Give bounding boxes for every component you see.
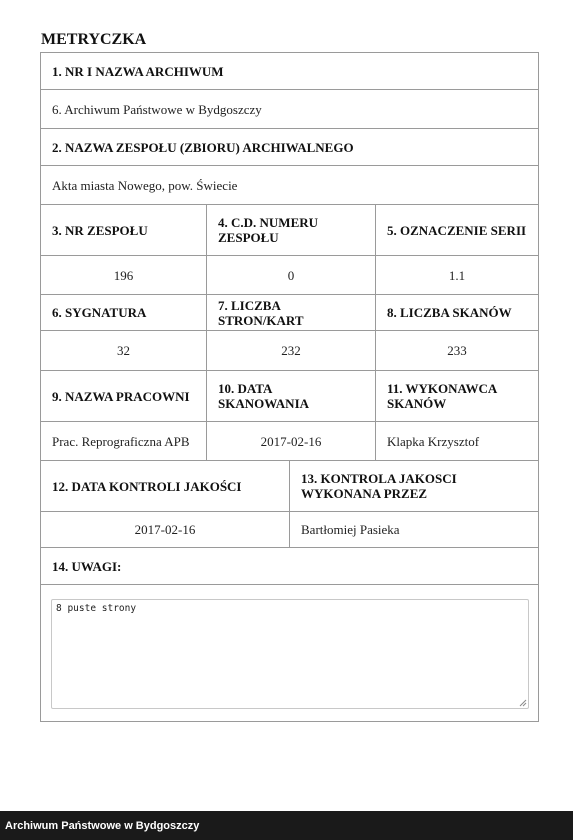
fonds-no-value: 196	[113, 267, 134, 283]
row4-values	[41, 331, 538, 371]
quality-date-label: 12. DATA KONTROLI JAKOŚCI	[52, 478, 242, 494]
notes-row	[41, 585, 538, 724]
scans-label: 8. LICZBA SKANÓW	[375, 295, 538, 330]
metadata-sheet	[40, 52, 539, 722]
quality-date-value: 2017-02-16	[134, 522, 196, 537]
fonds-value-row	[41, 166, 538, 205]
signature-label: 6. SYGNATURA	[52, 305, 147, 320]
scanner-value: Klapka Krzysztof	[375, 422, 538, 460]
archive-value-row	[41, 90, 538, 129]
scan-date-value: 2017-02-16	[206, 422, 375, 460]
row5-header	[41, 371, 538, 422]
archive-label: 1. NR I NAZWA ARCHIWUM	[52, 63, 224, 79]
pages-label: 7. LICZBA STRON/KART	[206, 295, 375, 330]
scans-value: 233	[375, 331, 538, 370]
row3-header	[41, 205, 538, 256]
row4-header	[41, 295, 538, 331]
row5-values	[41, 422, 538, 461]
row3-values	[41, 256, 538, 295]
resize-handle-icon[interactable]	[519, 699, 527, 707]
fonds-value: Akta miasta Nowego, pow. Świecie	[52, 177, 238, 193]
cd-no-label: 4. C.D. NUMERU ZESPOŁU	[206, 205, 375, 255]
archive-header-row	[41, 53, 538, 90]
fonds-header-row	[41, 129, 538, 166]
quality-header-row	[41, 461, 538, 512]
signature-value: 32	[117, 343, 130, 358]
quality-by-label: 13. KONTROLA JAKOSCI WYKONANA PRZEZ	[289, 461, 538, 511]
fonds-no-label: 3. NR ZESPOŁU	[52, 222, 148, 238]
fonds-label: 2. NAZWA ZESPOŁU (ZBIORU) ARCHIWALNEGO	[52, 139, 354, 155]
footer-text: Archiwum Państwowe w Bydgoszczy	[5, 819, 200, 832]
notes-label: 14. UWAGI:	[52, 558, 122, 574]
notes-text: 8 puste strony	[56, 603, 137, 614]
quality-values-row	[41, 512, 538, 548]
notes-header-row	[41, 548, 538, 585]
quality-by-value: Bartłomiej Pasieka	[289, 512, 538, 547]
series-label: 5. OZNACZENIE SERII	[375, 205, 538, 255]
footer-bar	[0, 811, 573, 840]
series-value: 1.1	[375, 256, 538, 294]
notes-textarea[interactable]	[51, 599, 529, 709]
scan-date-label: 10. DATA SKANOWANIA	[206, 371, 375, 421]
lab-value: Prac. Reprograficzna APB	[52, 433, 190, 449]
scanner-label: 11. WYKONAWCA SKANÓW	[375, 371, 538, 421]
archive-value: 6. Archiwum Państwowe w Bydgoszczy	[52, 101, 262, 117]
cd-no-value: 0	[206, 256, 375, 294]
lab-label: 9. NAZWA PRACOWNI	[52, 388, 190, 404]
page-title: METRYCZKA	[41, 31, 147, 48]
pages-value: 232	[206, 331, 375, 370]
